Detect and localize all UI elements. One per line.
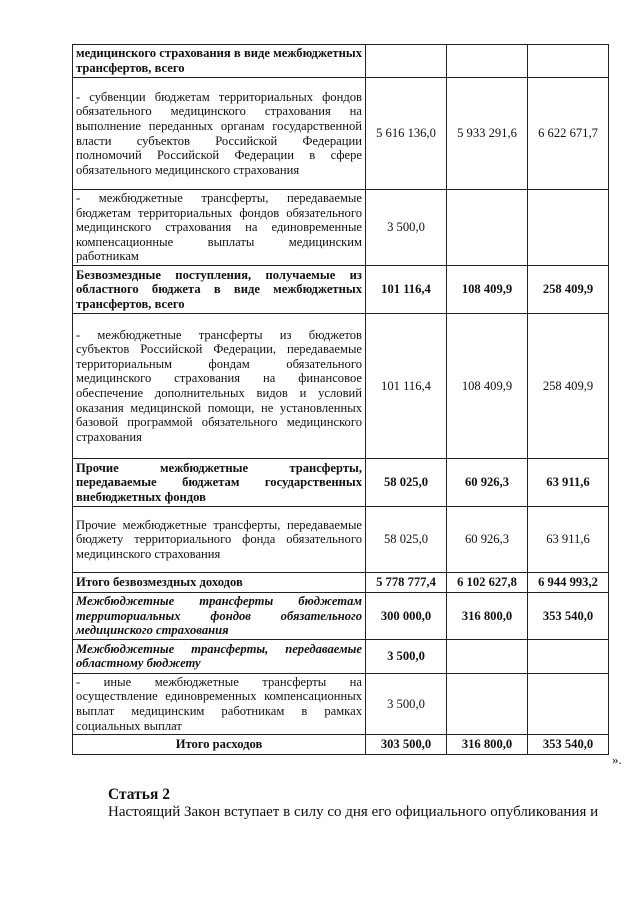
value-cell-2 — [447, 190, 528, 266]
value-cell-2 — [447, 639, 528, 673]
value-cell-2: 108 409,9 — [447, 313, 528, 458]
value-cell-3 — [528, 45, 609, 78]
value-cell-3: 258 409,9 — [528, 313, 609, 458]
value-cell-1: 300 000,0 — [366, 592, 447, 639]
row-description: - межбюджетные трансферты, передаваемые бюджетам территориальных фондов обязательного медицинского страхования на единовременные компенсационные выплаты медицинским работникам — [73, 190, 366, 266]
row-description: Итого безвозмездных доходов — [73, 572, 366, 592]
table-row — [73, 506, 609, 572]
table-row — [73, 45, 609, 78]
value-cell-1: 5 616 136,0 — [366, 78, 447, 190]
table-row — [73, 639, 609, 673]
value-cell-2: 5 933 291,6 — [447, 78, 528, 190]
value-cell-1: 58 025,0 — [366, 458, 447, 506]
row-description: Межбюджетные трансферты, передаваемые областному бюджету — [73, 639, 366, 673]
row-description: - межбюджетные трансферты из бюджетов субъектов Российской Федерации, передаваемые территориальным фондам обязательного медицинского страхования на финансовое обеспечение дополнительных видов и условий оказания медицинской помощи, не установленных базовой программой обязательного медицинского страхования — [73, 313, 366, 458]
row-description: - иные межбюджетные трансферты на осуществление единовременных компенсационных выплат медицинским работникам в рамках социальных выплат — [73, 673, 366, 734]
value-cell-1 — [366, 45, 447, 78]
value-cell-3: 353 540,0 — [528, 735, 609, 755]
row-description: Безвозмездные поступления, получаемые из областного бюджета в виде межбюджетных трансфертов, всего — [73, 265, 366, 313]
value-cell-3 — [528, 673, 609, 734]
row-description: Прочие межбюджетные трансферты, передаваемые бюджетам государственных внебюджетных фондов — [73, 458, 366, 506]
closing-quote: ». — [612, 752, 622, 767]
table-row — [73, 78, 609, 190]
table-row — [73, 458, 609, 506]
value-cell-3 — [528, 190, 609, 266]
value-cell-2 — [447, 673, 528, 734]
value-cell-3: 6 944 993,2 — [528, 572, 609, 592]
value-cell-1: 5 778 777,4 — [366, 572, 447, 592]
article-text: Настоящий Закон вступает в силу со дня его официального опубликования и — [108, 804, 599, 820]
table-row — [73, 190, 609, 266]
table-row — [73, 572, 609, 592]
row-description: медицинского страхования в виде межбюджетных трансфертов, всего — [73, 45, 366, 78]
value-cell-3: 353 540,0 — [528, 592, 609, 639]
table-row — [73, 592, 609, 639]
value-cell-2: 108 409,9 — [447, 265, 528, 313]
value-cell-3: 6 622 671,7 — [528, 78, 609, 190]
budget-table-body — [73, 45, 609, 755]
value-cell-1: 101 116,4 — [366, 265, 447, 313]
table-row — [73, 673, 609, 734]
table-row — [73, 313, 609, 458]
value-cell-2 — [447, 45, 528, 78]
row-description: Прочие межбюджетные трансферты, передаваемые бюджету территориального фонда обязательного медицинского страхования — [73, 506, 366, 572]
value-cell-2: 316 800,0 — [447, 592, 528, 639]
row-description: Итого расходов — [73, 735, 366, 755]
table-row — [73, 735, 609, 755]
value-cell-3: 258 409,9 — [528, 265, 609, 313]
value-cell-1: 3 500,0 — [366, 190, 447, 266]
value-cell-1: 3 500,0 — [366, 639, 447, 673]
row-description: Межбюджетные трансферты бюджетам территориальных фондов обязательного медицинского страхования — [73, 592, 366, 639]
row-description: - субвенции бюджетам территориальных фондов обязательного медицинского страхования на выполнение переданных органам государственной власти субъектов Российской Федерации полномочий Российской Федерации в сфере обязательного медицинского страхования — [73, 78, 366, 190]
value-cell-1: 58 025,0 — [366, 506, 447, 572]
value-cell-3: 63 911,6 — [528, 506, 609, 572]
value-cell-2: 316 800,0 — [447, 735, 528, 755]
table-row — [73, 265, 609, 313]
value-cell-3 — [528, 639, 609, 673]
value-cell-2: 60 926,3 — [447, 506, 528, 572]
value-cell-1: 303 500,0 — [366, 735, 447, 755]
value-cell-1: 3 500,0 — [366, 673, 447, 734]
value-cell-1: 101 116,4 — [366, 313, 447, 458]
budget-table — [72, 44, 609, 755]
value-cell-3: 63 911,6 — [528, 458, 609, 506]
value-cell-2: 6 102 627,8 — [447, 572, 528, 592]
value-cell-2: 60 926,3 — [447, 458, 528, 506]
article-title: Статья 2 — [108, 786, 170, 803]
